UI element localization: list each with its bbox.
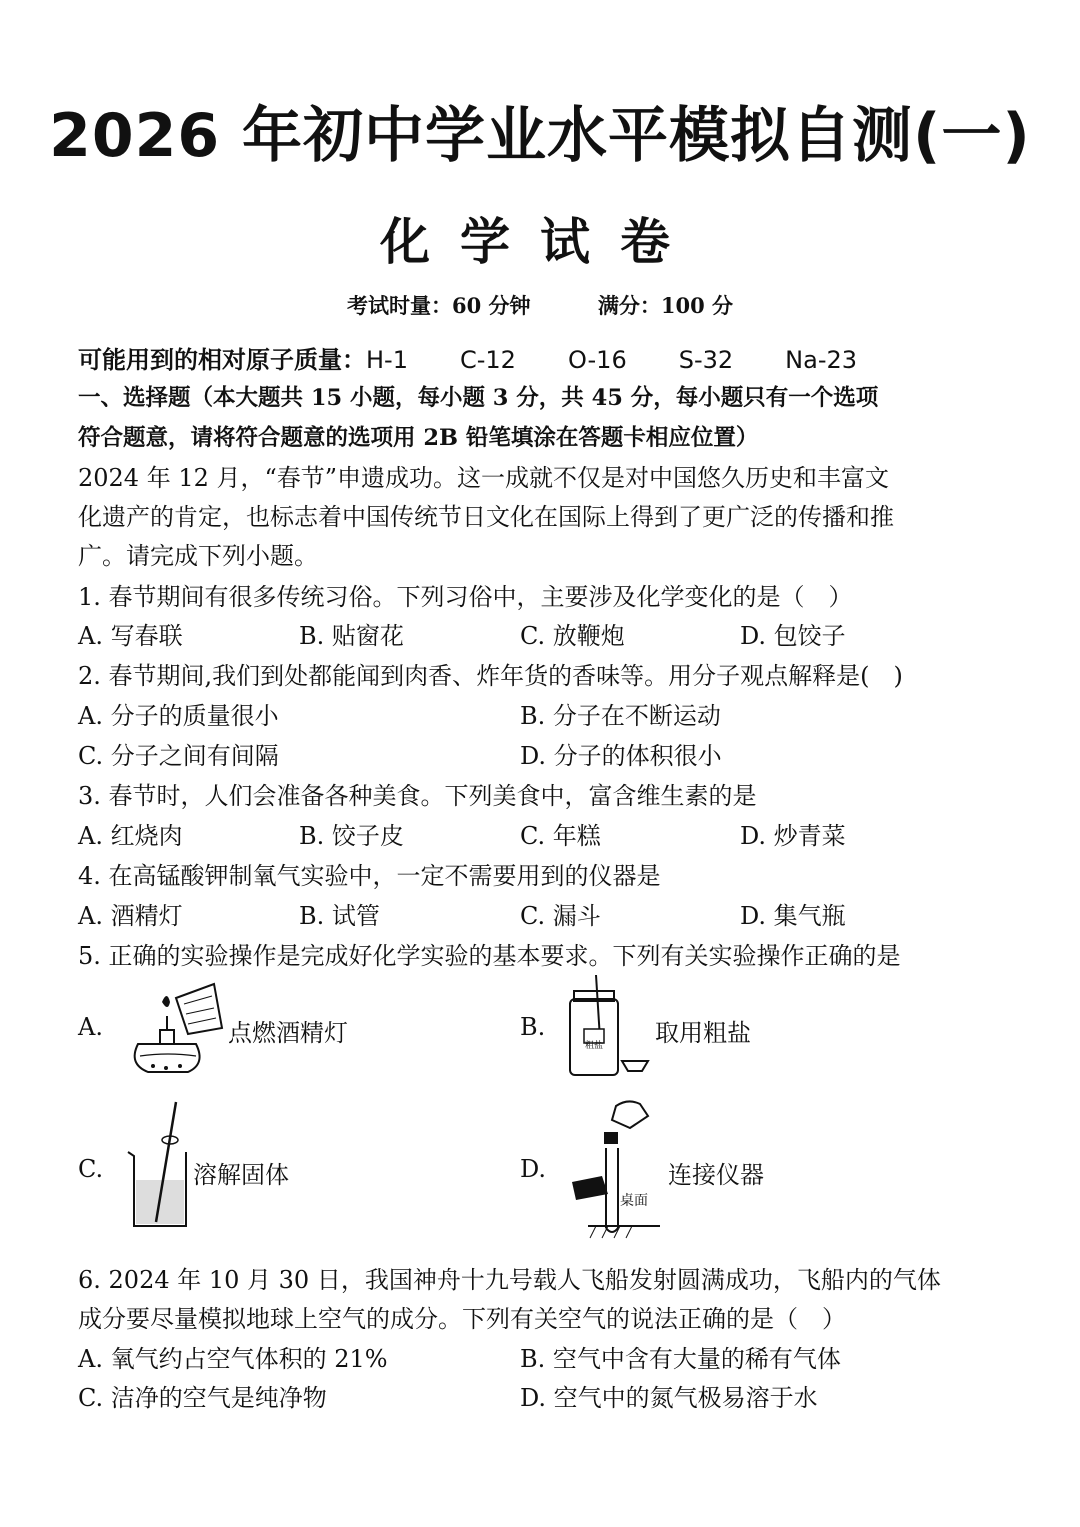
q3-option-b: B. 饺子皮 xyxy=(299,822,404,850)
section-heading-line2: 符合题意，请将符合题意的选项用 2B 铅笔填涂在答题卡相应位置） xyxy=(78,425,759,451)
q2-stem: 2. 春节期间,我们到处都能闻到肉香、炸年货的香味等。用分子观点解释是( ) xyxy=(78,662,903,690)
q5-caption-d: 连接仪器 xyxy=(668,1161,764,1189)
q5-option-a: A. xyxy=(78,1013,103,1041)
q1-option-a: A. 写春联 xyxy=(78,622,183,650)
q6-option-d: D. 空气中的氮气极易溶于水 xyxy=(520,1384,818,1412)
q2-option-c: C. 分子之间有间隔 xyxy=(78,742,279,770)
q2-option-d: D. 分子的体积很小 xyxy=(520,742,722,770)
q4-option-b: B. 试管 xyxy=(299,902,380,930)
q5-option-b: B. xyxy=(520,1013,546,1041)
q6-option-a: A. 氧气约占空气体积的 21% xyxy=(78,1345,388,1373)
atomic-mass-item: H-1 xyxy=(366,346,408,374)
q1-stem: 1. 春节期间有很多传统习俗。下列习俗中，主要涉及化学变化的是（ ） xyxy=(78,583,853,611)
atomic-masses xyxy=(78,340,857,375)
connect-apparatus-figure xyxy=(568,1098,660,1240)
salt-jar-figure xyxy=(560,975,652,1083)
q5-caption-a: 点燃酒精灯 xyxy=(228,1019,348,1047)
atomic-masses-label: 可能用到的相对原子质量： xyxy=(78,345,366,374)
exam-time: 考试时量：60 分钟 xyxy=(346,293,531,318)
q6-stem-line2: 成分要尽量模拟地球上空气的成分。下列有关空气的说法正确的是（ ） xyxy=(78,1305,846,1333)
q3-option-c: C. 年糕 xyxy=(520,822,601,850)
atomic-mass-item: Na-23 xyxy=(785,346,858,374)
q3-stem: 3. 春节时，人们会准备各种美食。下列美食中，富含维生素的是 xyxy=(78,782,757,810)
q6-option-b: B. 空气中含有大量的稀有气体 xyxy=(520,1345,841,1373)
intro-line1: 2024 年 12 月，“春节”申遗成功。这一成就不仅是对中国悠久历史和丰富文 xyxy=(78,464,890,492)
section-heading-line1: 一、选择题（本大题共 15 小题，每小题 3 分，共 45 分，每小题只有一个选项 xyxy=(78,385,879,411)
q4-option-d: D. 集气瓶 xyxy=(740,902,846,930)
q5-option-c: C. xyxy=(78,1155,104,1183)
q4-option-a: A. 酒精灯 xyxy=(78,902,183,930)
exam-score: 满分：100 分 xyxy=(597,293,733,318)
beaker-figure xyxy=(120,1100,200,1230)
alcohol-lamp-figure xyxy=(118,972,226,1082)
q3-option-a: A. 红烧肉 xyxy=(78,822,183,850)
q4-option-c: C. 漏斗 xyxy=(520,902,601,930)
desk-label: 桌面 xyxy=(620,1193,648,1209)
q5-caption-c: 溶解固体 xyxy=(193,1161,289,1189)
q1-option-c: C. 放鞭炮 xyxy=(520,622,625,650)
q1-option-d: D. 包饺子 xyxy=(740,622,846,650)
q5-option-d: D. xyxy=(520,1155,547,1183)
atomic-mass-item: O-16 xyxy=(567,346,627,374)
q3-option-d: D. 炒青菜 xyxy=(740,822,846,850)
q2-option-b: B. 分子在不断运动 xyxy=(520,702,721,730)
exam-subtitle: 化学试卷 xyxy=(380,213,700,271)
exam-title: 2026 年初中学业水平模拟自测(一) xyxy=(49,101,1031,171)
jar-label: 粗盐 xyxy=(585,1041,604,1051)
q1-option-b: B. 贴窗花 xyxy=(299,622,404,650)
q2-option-a: A. 分子的质量很小 xyxy=(78,702,279,730)
q6-stem-line1: 6. 2024 年 10 月 30 日，我国神舟十九号载人飞船发射圆满成功，飞船内的气体 xyxy=(78,1266,941,1294)
q6-option-c: C. 洁净的空气是纯净物 xyxy=(78,1384,327,1412)
intro-line3: 广。请完成下列小题。 xyxy=(78,542,318,570)
q5-stem: 5. 正确的实验操作是完成好化学实验的基本要求。下列有关实验操作正确的是 xyxy=(78,942,901,970)
atomic-mass-item: S-32 xyxy=(678,346,734,374)
intro-line2: 化遗产的肯定，也标志着中国传统节日文化在国际上得到了更广泛的传播和推 xyxy=(78,503,894,531)
exam-meta xyxy=(0,290,1080,320)
q4-stem: 4. 在高锰酸钾制氧气实验中，一定不需要用到的仪器是 xyxy=(78,862,661,890)
atomic-mass-item: C-12 xyxy=(459,346,516,374)
q5-caption-b: 取用粗盐 xyxy=(655,1019,751,1047)
